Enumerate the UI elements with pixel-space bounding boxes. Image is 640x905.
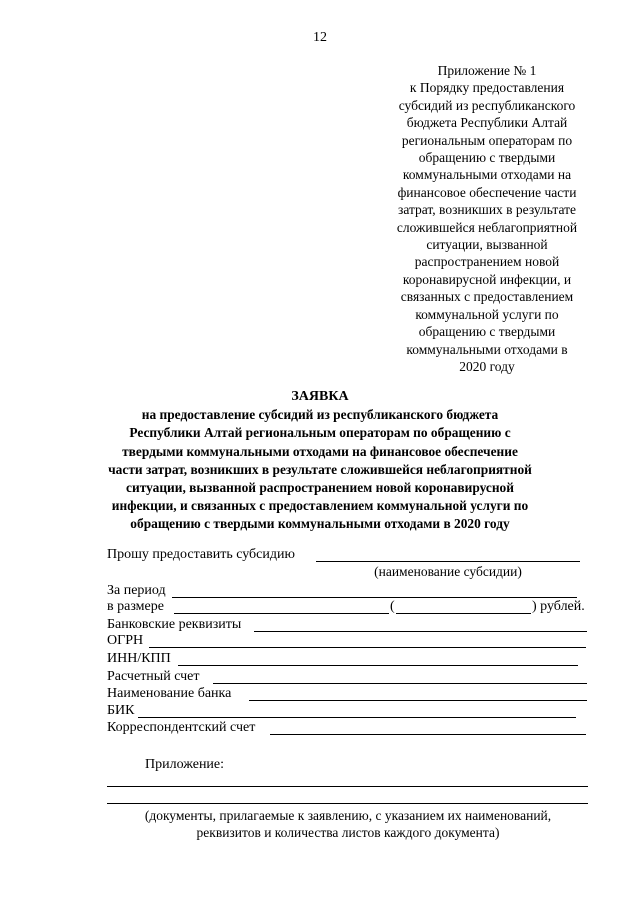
attachment-field-1[interactable] xyxy=(107,786,588,787)
bank-details-field[interactable] xyxy=(254,631,587,632)
appendix-line: коммунальной услуги по xyxy=(415,306,559,322)
appendix-line: финансовое обеспечение части xyxy=(397,184,577,200)
appendix-line: коммунальными отходами на xyxy=(402,167,572,183)
inn-kpp-label: ИНН/КПП xyxy=(107,651,171,666)
bik-field[interactable] xyxy=(138,717,576,718)
title-line: инфекции, и связанных с предоставлением коммунальной услуги по xyxy=(111,498,529,514)
title-line: твердыми коммунальными отходами на финансовое обеспечение xyxy=(122,443,518,459)
attachment-field-2[interactable] xyxy=(107,803,588,804)
appendix-line: бюджета Республики Алтай xyxy=(406,115,568,131)
subsidy-request-label: Прошу предоставить субсидию xyxy=(107,547,295,562)
title-line: части затрат, возникших в результате сложившейся неблагоприятной xyxy=(108,461,532,477)
appendix-line: ситуации, вызванной xyxy=(426,237,548,253)
appendix-line: обращению с твердыми xyxy=(418,324,556,340)
appendix-header xyxy=(382,62,592,375)
account-label: Расчетный счет xyxy=(107,669,200,684)
amount-field[interactable] xyxy=(174,613,389,614)
appendix-line: распространением новой xyxy=(414,254,560,270)
title-line: на предоставление субсидий из республиканского бюджета xyxy=(141,407,499,423)
page-number: 12 xyxy=(313,30,327,45)
appendix-line: 2020 году xyxy=(459,358,515,374)
account-field[interactable] xyxy=(213,683,587,684)
ogrn-field[interactable] xyxy=(149,647,586,648)
attachment-hint-line1: (документы, прилагаемые к заявлению, с указанием их наименований, xyxy=(144,808,552,823)
appendix-line: Приложение № 1 xyxy=(437,63,537,78)
title-line: ситуации, вызванной распространением новой коронавирусной xyxy=(126,480,514,496)
period-label: За период xyxy=(107,583,166,598)
attachment-hint-line2: реквизитов и количества листов каждого документа) xyxy=(196,825,500,840)
appendix-line: региональным операторам по xyxy=(401,132,573,148)
appendix-line: затрат, возникших в результате xyxy=(397,202,577,218)
appendix-line: связанных с предоставлением xyxy=(400,289,574,305)
amount-words-field[interactable] xyxy=(396,613,531,614)
period-field[interactable] xyxy=(172,597,577,598)
amount-label: в размере xyxy=(107,599,164,614)
title-main: ЗАЯВКА xyxy=(291,389,349,404)
corr-account-field[interactable] xyxy=(270,734,586,735)
title-line: обращению с твердыми коммунальными отходами в 2020 году xyxy=(130,516,510,532)
attachment-label: Приложение: xyxy=(145,757,225,772)
appendix-line: к Порядку предоставления xyxy=(409,80,565,96)
corr-account-label: Корреспондентский счет xyxy=(107,720,256,735)
bank-details-label: Банковские реквизиты xyxy=(107,617,242,632)
appendix-line: коронавирусной инфекции, и xyxy=(402,271,572,287)
bank-name-label: Наименование банка xyxy=(107,686,232,701)
appendix-line: субсидий из республиканского xyxy=(398,97,576,113)
title-line: Республики Алтай региональным операторам по обращению с xyxy=(129,425,511,441)
bank-name-field[interactable] xyxy=(249,700,587,701)
amount-suffix: ) рублей. xyxy=(532,599,585,614)
inn-kpp-field[interactable] xyxy=(178,665,578,666)
document-title xyxy=(100,388,540,534)
subsidy-name-field[interactable] xyxy=(316,561,580,562)
bik-label: БИК xyxy=(107,703,135,718)
appendix-line: коммунальными отходами в xyxy=(406,341,568,357)
appendix-line: сложившейся неблагоприятной xyxy=(396,219,578,235)
appendix-line: обращению с твердыми xyxy=(418,150,556,166)
subsidy-name-hint: (наименование субсидии) xyxy=(374,564,522,579)
amount-open-paren: ( xyxy=(390,599,395,614)
ogrn-label: ОГРН xyxy=(107,633,144,648)
